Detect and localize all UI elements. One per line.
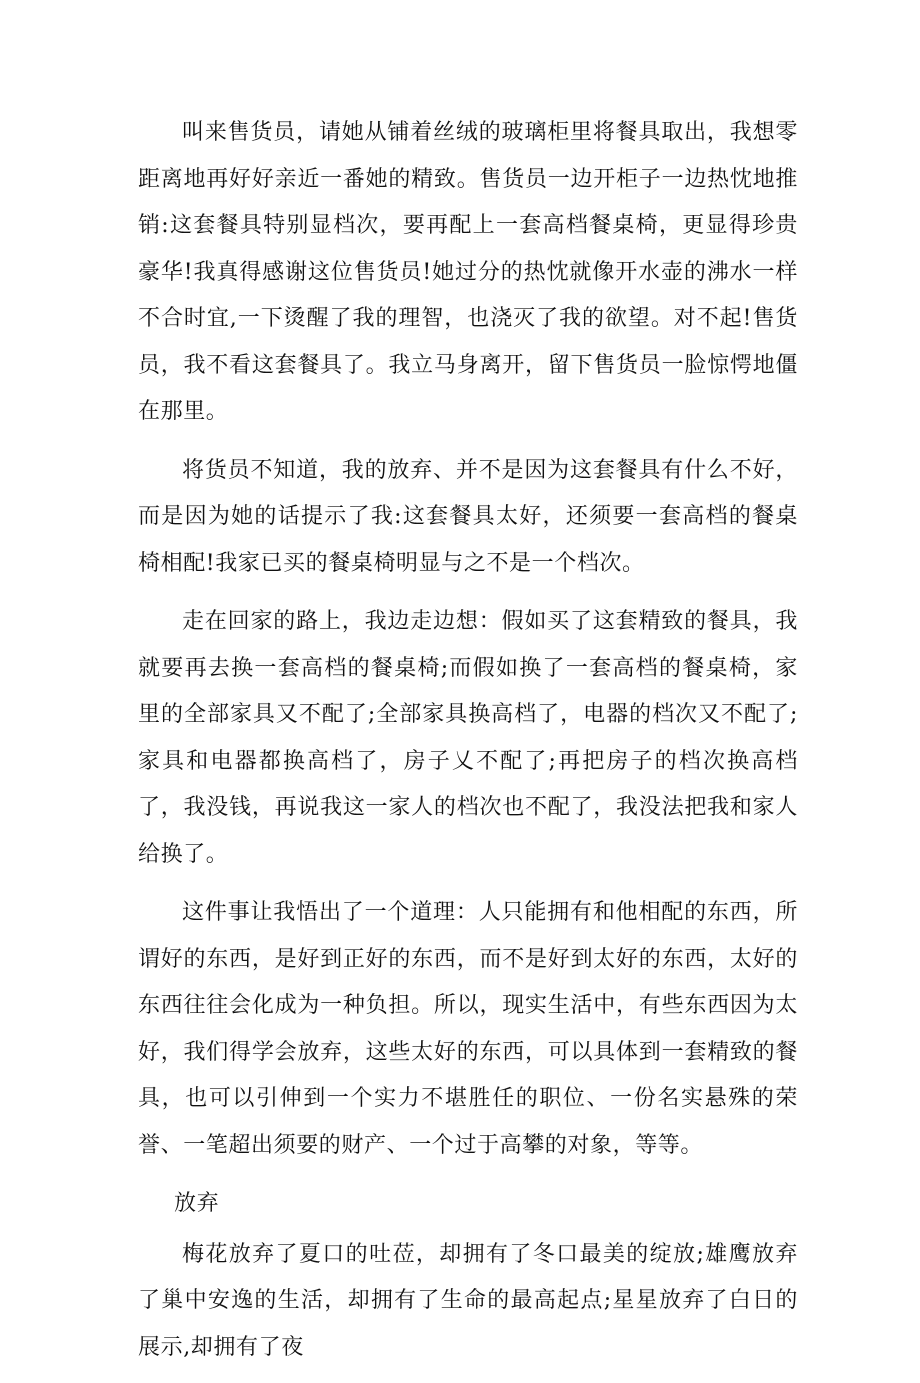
paragraph-salesperson: 叫来售货员，请她从铺着丝绒的玻璃柜里将餐具取出，我想零距离地再好好亲近一番她的精致。售货员一边开柜子一边热忱地推销:这套餐具特别显档次，要再配上一套高档餐桌椅，更显得珍贵豪华!我真得感谢这位售货员!她过分的热忱就像开水壶的沸水一样不合时宜,一下烫醒了我的理智，也浇灭了我的欲望。对不起!售货员，我不看这套餐具了。我立马身离开，留下售货员一脸惊愕地僵在那里。 (138, 120, 798, 424)
paragraph-plum-blossom: 梅花放弃了夏口的吐莅，却拥有了冬口最美的绽放;雄鹰放弃了巢中安逸的生活，却拥有了生命的最高起点;星星放弃了白日的展示,却拥有了夜 (138, 1241, 798, 1360)
section-heading: 放弃 (174, 1191, 220, 1216)
paragraph-reason: 将货员不知道，我的放弃、并不是因为这套餐具有什么不好，而是因为她的话提示了我:这套餐具太好，还须要一套高档的餐桌椅相配!我家已买的餐桌椅明显与之不是一个档次。 (138, 457, 798, 576)
paragraph-walking-home: 走在回家的路上，我边走边想：假如买了这套精致的餐具，我就要再去换一套高档的餐桌椅;而假如换了一套高档的餐桌椅，家里的全部家具又不配了;全部家具换高档了，电器的档次又不配了;家具和电器都换高档了，房子乂不配了;再把房子的档次换高档了，我没钱，再说我这一家人的档次也不配了，我没法把我和家人给换了。 (138, 609, 798, 867)
paragraph-lesson: 这件事让我悟出了一个道理：人只能拥有和他相配的东西，所谓好的东西，是好到正好的东西，而不是好到太好的东西，太好的东西往往会化成为一种负担。所以，现实生活中，有些东西因为太好，我们得学会放弃，这些太好的东西，可以具体到一套精致的餐具，也可以引伸到一个实力不堪胜任的职位、一份名实悬殊的荣誉、一笔超出须要的财产、一个过于高攀的对象，等等。 (138, 900, 798, 1158)
document-body (138, 110, 798, 1383)
